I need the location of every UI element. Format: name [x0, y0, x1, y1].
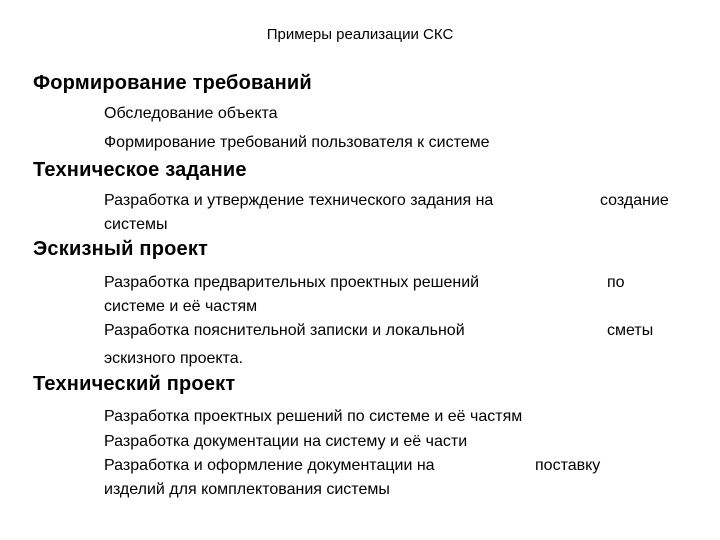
section-line: Разработка проектных решений по системе и её частям [104, 408, 523, 425]
section-line: Разработка предварительных проектных решений [104, 274, 480, 291]
section-right-word: создание [600, 192, 669, 209]
section-right-word: по [607, 274, 625, 291]
section-line: системе и её частям [104, 298, 258, 315]
section-heading-draft-project: Эскизный проект [33, 238, 209, 260]
section-line: Разработка документации на систему и её части [104, 433, 468, 450]
section-heading-technical-project: Технический проект [33, 373, 236, 395]
section-line: эскизного проекта. [104, 350, 244, 367]
section-right-word: поставку [535, 457, 601, 474]
section-line: Разработка и оформление документации на [104, 457, 435, 474]
section-line: системы [104, 216, 168, 233]
section-line: Разработка и утверждение технического задания на [104, 192, 494, 209]
section-line: Обследование объекта [104, 105, 278, 122]
slide-title: Примеры реализации СКС [266, 26, 454, 43]
section-right-word: сметы [607, 322, 654, 339]
section-heading-requirements: Формирование требований [33, 72, 312, 94]
section-line: изделий для комплектования системы [104, 481, 390, 498]
section-line: Формирование требований пользователя к системе [104, 134, 490, 151]
section-heading-technical-assignment: Техническое задание [33, 159, 247, 181]
section-line: Разработка пояснительной записки и локальной [104, 322, 465, 339]
